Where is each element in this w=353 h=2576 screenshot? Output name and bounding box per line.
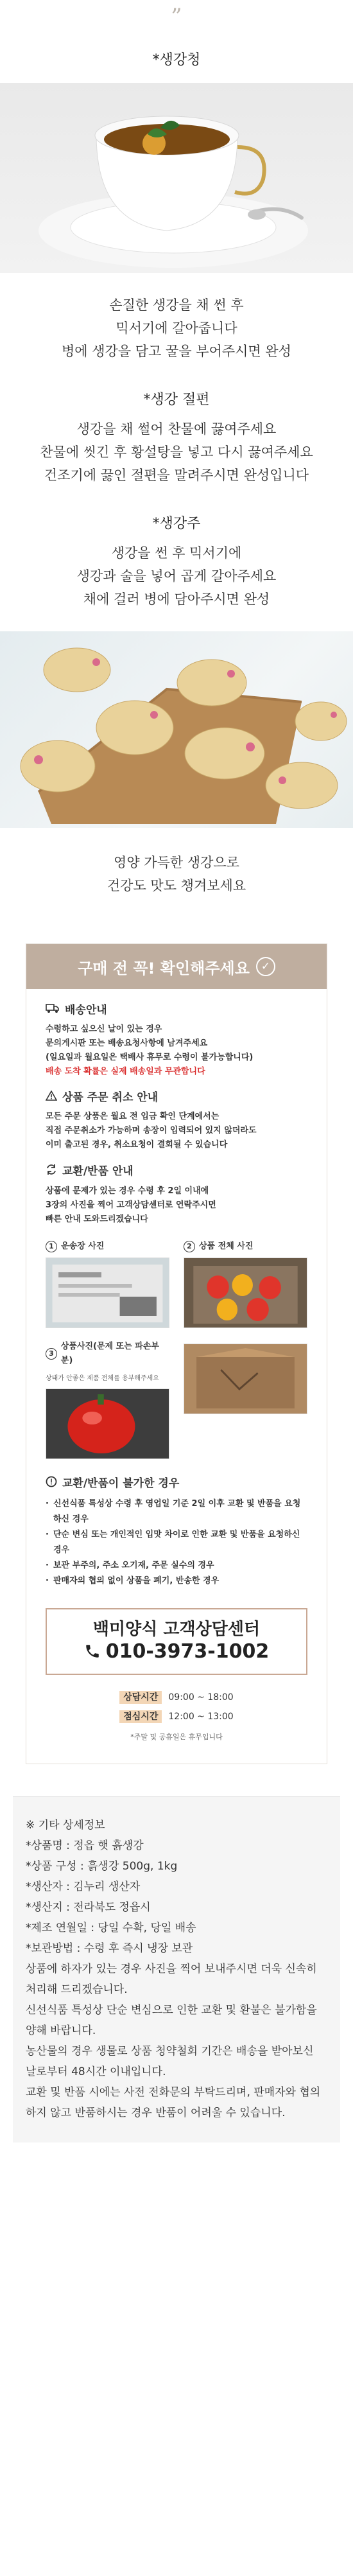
return-photo-examples — [46, 1240, 307, 1459]
details-line: *생산자 : 김누리 생산자 — [26, 1880, 141, 1893]
photo-number-1: 1 — [46, 1241, 57, 1252]
details-line: 상품에 하자가 있는 경우 사진을 찍어 보내주시면 더욱 신속히 처리해 드리겠습니다. — [26, 1963, 317, 1996]
defect-section-title — [46, 1091, 307, 1105]
ginger-tea-illustration — [0, 83, 353, 273]
delivery-section-title — [46, 1003, 307, 1017]
hours-label: 상담시간 — [119, 1691, 162, 1704]
photo-example-4 — [184, 1340, 307, 1459]
photo-label-1: 운송장 사진 — [61, 1241, 105, 1251]
ginger-board-photo — [0, 631, 353, 828]
notice-body — [26, 989, 327, 1764]
syrup-recipe — [0, 273, 353, 383]
consult-hours — [46, 1688, 307, 1726]
notice-header — [26, 944, 327, 989]
photo-number-3: 3 — [46, 1348, 57, 1360]
lunch-value: 12:00 ~ 13:00 — [168, 1712, 234, 1722]
exchange-line-2: 3장의 사진을 찍어 고객상담센터로 연락주시면 — [46, 1200, 216, 1210]
delivery-line-2: 문의게시판 또는 배송요청사항에 남겨주세요 — [46, 1038, 208, 1048]
liquor-line-2: 생강과 술을 넣어 곱게 갈아주세요 — [76, 568, 277, 584]
exchange-line-1: 상품에 문제가 있는 경우 수령 후 2일 이내에 — [46, 1186, 209, 1196]
delivery-line-1: 수령하고 싶으신 날이 있는 경우 — [46, 1024, 162, 1034]
notice-header-label: 구매 전 꼭! 확인해주세요 — [78, 959, 250, 977]
hours-value: 09:00 ~ 18:00 — [168, 1692, 234, 1703]
details-line: 신선식품 특성상 단순 변심으로 인한 교환 및 환불은 불가함을 양해 바랍니다. — [26, 2004, 317, 2037]
photo-label-2: 상품 전체 사진 — [199, 1241, 254, 1251]
warning-icon — [46, 1091, 57, 1105]
slices-line-1: 생강을 채 썰어 찬물에 끓여주세요 — [76, 421, 277, 437]
phone-icon — [84, 1643, 101, 1661]
waybill-photo — [46, 1257, 169, 1328]
damaged-part-photo — [46, 1389, 169, 1459]
photo-example-2 — [184, 1240, 307, 1328]
liquor-line-1: 생강을 썬 후 믹서기에 — [111, 545, 242, 561]
quote-mark: ” — [171, 4, 182, 30]
liquor-recipe — [0, 507, 353, 631]
lunch-row — [46, 1707, 307, 1726]
no-exchange-title: 교환/반품이 불가한 경우 — [62, 1477, 180, 1490]
no-exchange-list — [46, 1496, 307, 1589]
details-line: *상품 구성 : 흙생강 500g, 1kg — [26, 1860, 178, 1873]
customer-center-title: 백미양식 고객상담센터 — [92, 1620, 261, 1639]
closing-text — [0, 828, 353, 918]
slices-recipe — [0, 383, 353, 507]
damaged-box-photo — [184, 1344, 307, 1414]
no-exchange-item: · 보관 부주의, 주소 오기재, 주문 실수의 경우 — [46, 1558, 307, 1573]
details-line: *제조 연월일 : 당일 수확, 당일 배송 — [26, 1922, 196, 1934]
liquor-line-3: 채에 걸러 병에 담아주시면 완성 — [83, 591, 270, 607]
lunch-label: 점심시간 — [119, 1710, 162, 1723]
purchase-notice — [26, 943, 327, 1764]
exchange-section-title — [46, 1164, 307, 1179]
slices-title: *생강 절편 — [143, 392, 210, 408]
details-heading: ※ 기타 상세정보 — [26, 1819, 105, 1832]
slices-line-3: 건조기에 끓인 절편을 말려주시면 완성입니다 — [44, 468, 309, 483]
check-circle-icon: ✓ — [256, 957, 275, 976]
customer-center-phone[interactable] — [47, 1640, 306, 1663]
no-exchange-section-title — [46, 1476, 307, 1491]
details-line: *생산지 : 전라북도 정읍시 — [26, 1901, 151, 1914]
closing-line-2: 건강도 맛도 챙겨보세요 — [107, 878, 246, 893]
no-exchange-item: · 판매자의 협의 없이 상품을 폐기, 반송한 경우 — [46, 1573, 307, 1589]
hours-row — [46, 1688, 307, 1707]
exchange-icon — [46, 1164, 57, 1179]
details-line: *상품명 : 정읍 햇 흙생강 — [26, 1839, 144, 1852]
closing-line-1: 영양 가득한 생강으로 — [114, 855, 239, 870]
truck-icon — [46, 1003, 60, 1017]
product-details — [13, 1796, 340, 2142]
defect-line-2: 직접 주문취소가 가능하며 송장이 입력되어 있지 않더라도 — [46, 1126, 257, 1135]
delivery-warning: 배송 도착 확률은 실제 배송일과 무관합니다 — [46, 1067, 205, 1076]
photo-label-3: 상품사진(문제 또는 파손부분) — [60, 1342, 159, 1365]
prohibit-icon — [46, 1476, 57, 1491]
syrup-line-2: 믹서기에 갈아줍니다 — [116, 320, 237, 336]
photo-sub-3: 상태가 안좋은 제품 전체를 용부해주세요 — [46, 1375, 159, 1382]
customer-center-box — [46, 1608, 307, 1675]
phone-number[interactable]: 010-3973-1002 — [105, 1640, 270, 1663]
defect-line-3: 이미 출고된 경우, 취소요청이 결회될 수 있습니다 — [46, 1140, 228, 1150]
delivery-line-3: (일요일과 월요일은 택배사 휴무로 수령이 불가능합니다) — [46, 1053, 254, 1062]
photo-example-3 — [46, 1340, 169, 1459]
syrup-line-1: 손질한 생강을 채 썬 후 — [109, 297, 244, 313]
exchange-title: 교환/반품 안내 — [62, 1165, 133, 1178]
ginger-illustration — [0, 631, 353, 828]
exchange-line-3: 빠른 안내 도와드리겠습니다 — [46, 1214, 148, 1224]
no-exchange-item: · 단순 변심 또는 개인적인 입맛 차이로 인한 교환 및 반품을 요청하신 경우 — [46, 1527, 307, 1558]
photo-number-2: 2 — [184, 1241, 195, 1252]
details-line: 농산물의 경우 생물로 상품 청약철회 기간은 배송을 받아보신 날로부터 48시간 이내입니다. — [26, 2045, 314, 2078]
holiday-note: *주말 및 공휴일은 휴무입니다 — [130, 1733, 223, 1741]
liquor-title: *생강주 — [152, 516, 201, 532]
syrup-title: *생강청 — [152, 52, 201, 68]
syrup-line-3: 병에 생강을 담고 꿀을 부어주시면 완성 — [62, 344, 291, 359]
photo-example-1 — [46, 1240, 169, 1328]
slices-line-2: 찬물에 씻긴 후 황설탕을 넣고 다시 끓여주세요 — [40, 444, 313, 460]
defect-line-1: 모든 주문 상품은 월요 전 입금 확인 단계에서는 — [46, 1112, 220, 1121]
full-product-photo — [184, 1257, 307, 1328]
details-line: 교환 및 반품 시에는 사전 전화문의 부탁드리며, 판매자와 협의하지 않고 반품하시는 경우 반품이 어려울 수 있습니다. — [26, 2086, 321, 2119]
no-exchange-item: · 신선식품 특성상 수령 후 영업일 기준 2일 이후 교환 및 반품을 요청하신 경우 — [46, 1496, 307, 1527]
details-line: *보관방법 : 수령 후 즉시 냉장 보관 — [26, 1942, 193, 1955]
ginger-tea-photo — [0, 83, 353, 273]
defect-title: 상품 주문 취소 안내 — [62, 1091, 159, 1104]
delivery-title: 배송안내 — [65, 1004, 107, 1017]
